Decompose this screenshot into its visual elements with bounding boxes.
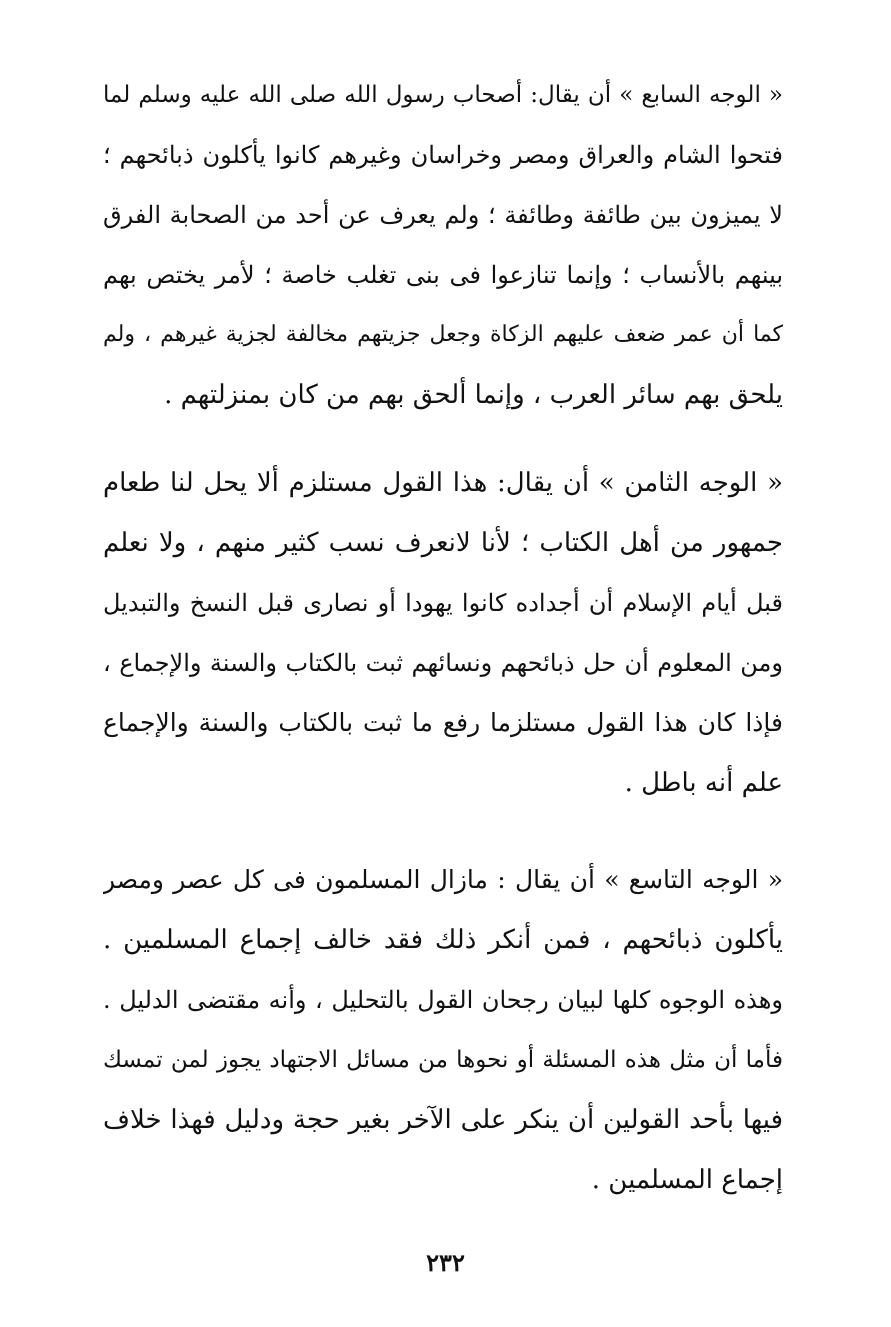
paragraph-eighth-aspect: [103, 453, 783, 813]
paragraph-ninth-aspect: [103, 850, 783, 1210]
paragraph-seventh-aspect: [103, 65, 783, 425]
text-line: جمهور من أهل الكتاب ؛ لأنا لانعرف نسب كثير منهم ، ولا نعلم: [103, 528, 783, 558]
text-line: يأكلون ذبائحهم ، فمن أنكر ذلك فقد خالف إجماع المسلمين .: [103, 925, 783, 955]
text-line: يلحق بهم سائر العرب ، وإنما ألحق بهم من كان بمنزلتهم .: [164, 380, 783, 410]
text-line: « الوجه السابع » أن يقال: أصحاب رسول الله صلى الله عليه وسلم لما: [103, 82, 783, 108]
text-line: علم أنه باطل .: [624, 768, 783, 798]
text-line: إجماع المسلمين .: [591, 1165, 783, 1195]
text-line: فإذا كان هذا القول مستلزما رفع ما ثبت بالكتاب والسنة والإجماع: [103, 708, 783, 737]
text-line: فأما أن مثل هذه المسئلة أو نحوها من مسائل الاجتهاد يجوز لمن تمسك: [103, 1047, 783, 1073]
text-line: كما أن عمر ضعف عليهم الزكاة وجعل جزيتهم مخالفة لجزية غيرهم ، ولم: [103, 322, 783, 347]
page-number: ٢٣٢: [426, 1248, 465, 1277]
text-line: « الوجه التاسع » أن يقال : مازال المسلمون فى كل عصر ومصر: [103, 865, 783, 894]
text-line: لا يميزون بين طائفة وطائفة ؛ ولم يعرف عن أحد من الصحابة الفرق: [103, 201, 783, 229]
text-line: فتحوا الشام والعراق ومصر وخراسان وغيرهم كانوا يأكلون ذبائحهم ؛: [103, 141, 783, 169]
text-line: بينهم بالأنساب ؛ وإنما تنازعوا فى بنى تغلب خاصة ؛ لأمر يختص بهم: [103, 261, 783, 289]
text-line: « الوجه الثامن » أن يقال: هذا القول مستلزم ألا يحل لنا طعام: [103, 468, 783, 498]
text-line: فيها بأحد القولين أن ينكر على الآخر بغير حجة ودليل فهذا خلاف: [103, 1105, 783, 1135]
text-line: وهذه الوجوه كلها لبيان رجحان القول بالتحليل ، وأنه مقتضى الدليل .: [103, 986, 783, 1014]
text-line: قبل أيام الإسلام أن أجداده كانوا يهودا أو نصارى قبل النسخ والتبديل: [103, 589, 783, 617]
text-line: ومن المعلوم أن حل ذبائحهم ونسائهم ثبت بالكتاب والسنة والإجماع ،: [103, 649, 783, 677]
